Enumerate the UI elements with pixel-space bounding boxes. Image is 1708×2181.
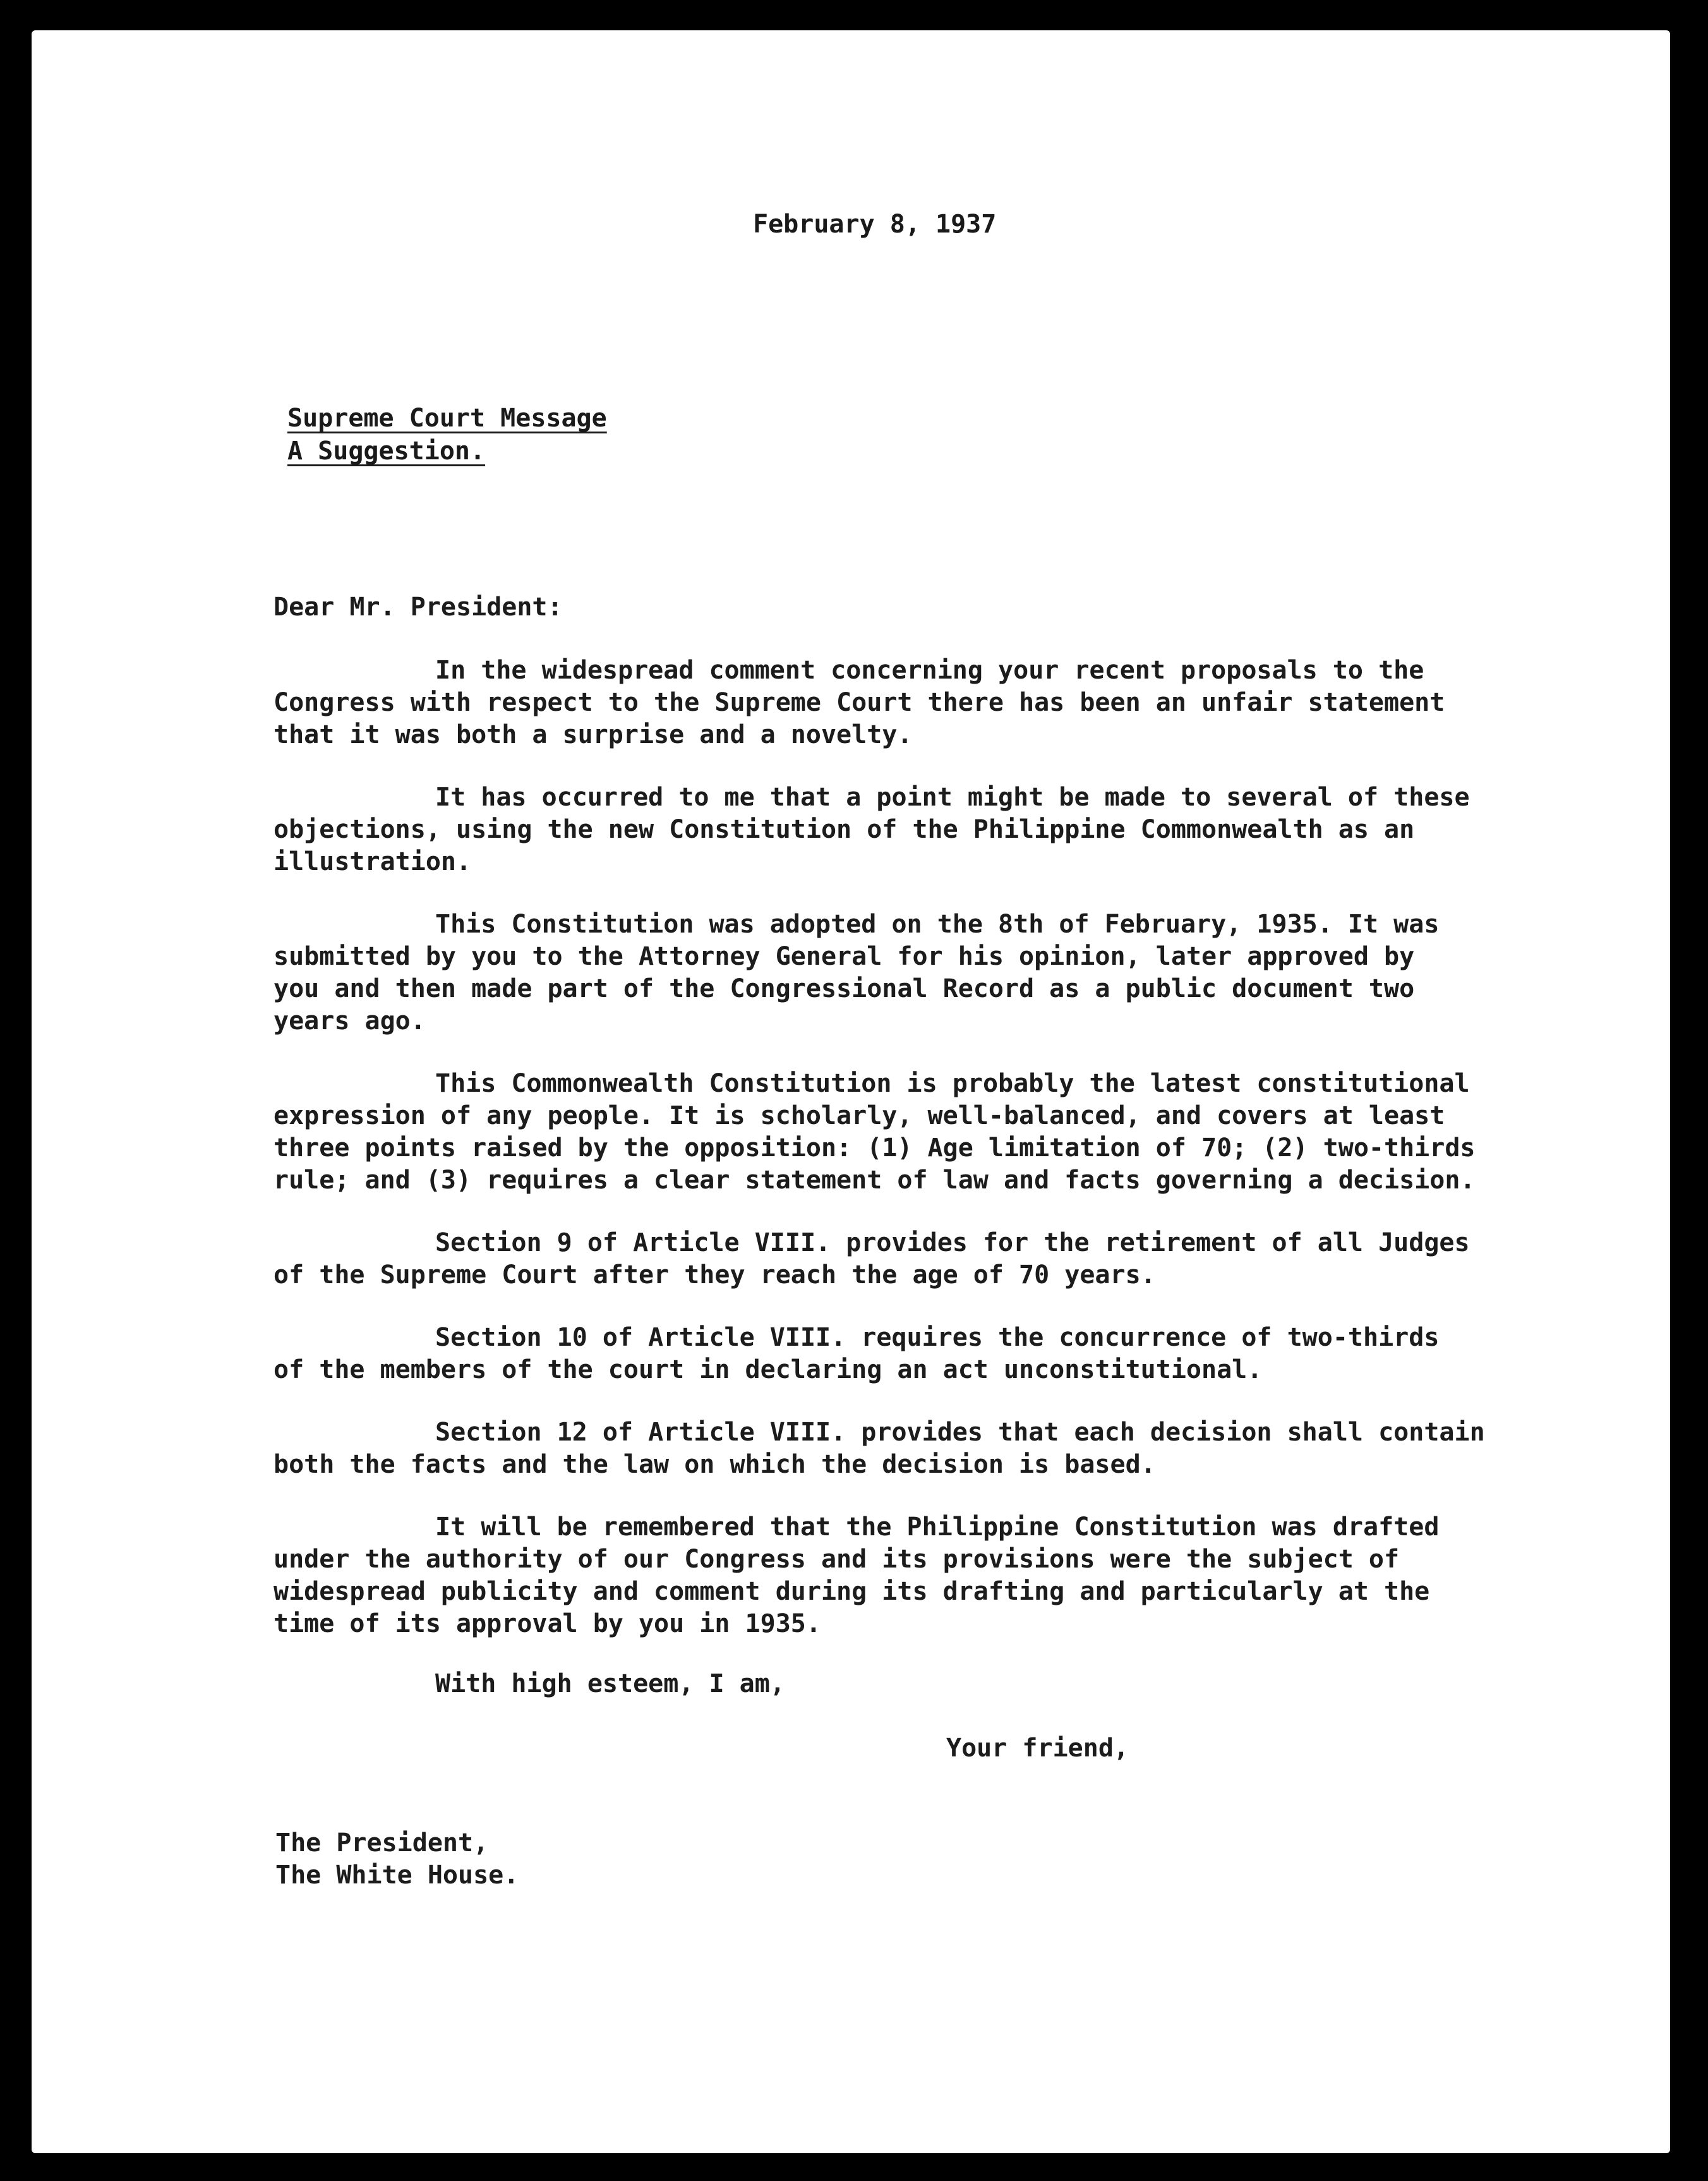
paragraph-line: under the authority of our Congress and its provisions were the subject of <box>274 1545 1400 1574</box>
letter-date: February 8, 1937 <box>753 210 997 239</box>
paragraph-line: illustration. <box>274 847 472 876</box>
paragraph-line: expression of any people. It is scholarly, well-balanced, and covers at least <box>274 1101 1445 1130</box>
paragraph-line: Section 9 of Article VIII. provides for the retirement of all Judges <box>435 1228 1470 1257</box>
paragraph-line: widespread publicity and comment during its drafting and particularly at the <box>274 1577 1430 1606</box>
paragraph-line: submitted by you to the Attorney General for his opinion, later approved by <box>274 942 1415 971</box>
paragraph-line: that it was both a surprise and a novelty. <box>274 720 913 749</box>
paragraph-line: time of its approval by you in 1935. <box>274 1609 821 1638</box>
subject-line: Supreme Court Message <box>287 404 607 433</box>
paragraph-philippine-example <box>274 782 1549 878</box>
paragraph-drafting <box>274 1511 1549 1640</box>
paragraph-line: Congress with respect to the Supreme Court there has been an unfair statement <box>274 688 1445 717</box>
paragraph-section-10 <box>274 1322 1549 1386</box>
paragraph-line: objections, using the new Constitution of the Philippine Commonwealth as an <box>274 815 1415 844</box>
paragraph-line: It has occurred to me that a point might be made to several of these <box>435 783 1470 812</box>
paragraph-line: In the widespread comment concerning your recent proposals to the <box>435 656 1424 685</box>
paragraph-line: This Commonwealth Constitution is probably the latest constitutional <box>435 1069 1470 1098</box>
recipient-block <box>275 1827 519 1892</box>
paragraph-section-9 <box>274 1227 1549 1291</box>
letter-body <box>274 591 1549 1670</box>
paragraph-line: of the Supreme Court after they reach the age of 70 years. <box>274 1260 1156 1290</box>
complimentary-close: Your friend, <box>946 1734 1129 1763</box>
paragraph-line: Section 12 of Article VIII. provides that each decision shall contain <box>435 1418 1485 1447</box>
paragraph-line: you and then made part of the Congressional Record as a public document two <box>274 974 1415 1003</box>
signoff: With high esteem, I am, <box>435 1669 785 1698</box>
paragraph-line: This Constitution was adopted on the 8th of February, 1935. It was <box>435 910 1440 939</box>
paragraph-criticism <box>274 655 1549 751</box>
paragraph-line: years ago. <box>274 1006 426 1036</box>
paragraph-line: It will be remembered that the Philippine Constitution was drafted <box>435 1513 1440 1542</box>
paragraph-adoption <box>274 909 1549 1037</box>
paragraph-line: of the members of the court in declaring an act unconstitutional. <box>274 1355 1263 1384</box>
recipient-line: The White House. <box>275 1861 519 1890</box>
subject-line: A Suggestion. <box>287 437 486 466</box>
paragraph-line: rule; and (3) requires a clear statement of law and facts governing a decision. <box>274 1166 1476 1195</box>
paragraph-line: three points raised by the opposition: (1) Age limitation of 70; (2) two-thirds <box>274 1133 1476 1163</box>
paragraph-line: both the facts and the law on which the decision is based. <box>274 1450 1156 1479</box>
paragraph-section-12 <box>274 1417 1549 1481</box>
letter-page <box>32 30 1670 2153</box>
paragraph-three-points <box>274 1068 1549 1197</box>
paragraph-line: Section 10 of Article VIII. requires the concurrence of two-thirds <box>435 1323 1440 1352</box>
salutation: Dear Mr. President: <box>274 593 563 622</box>
subject-heading <box>287 402 607 468</box>
recipient-line: The President, <box>275 1828 489 1858</box>
